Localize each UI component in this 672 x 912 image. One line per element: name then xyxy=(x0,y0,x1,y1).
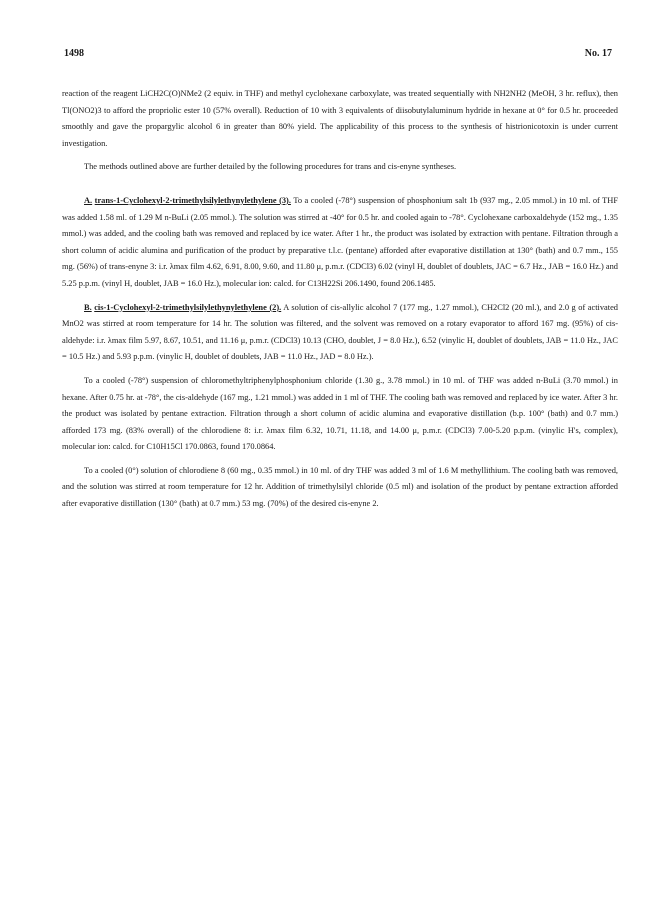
procedure-b-label: B. xyxy=(84,302,92,312)
procedure-a xyxy=(62,193,618,293)
procedure-a-text: To a cooled (-78°) suspension of phosphonium salt 1b (937 mg., 2.05 mmol.) in 10 ml. of THF was added 1.58 ml. of 1.29 M n-BuLi (2.05 mmol.). The solution was stirred at -40° for 0.5 hr. and cooled again to -78°. Cyclohexane carboxaldehyde (152 mg., 1.35 mmol.) was added, and the cooling bath was removed and replaced by ice water. After 1 hr., the product was isolated by extraction with pentane. Filtration through a short column of acidic alumina and purification of the product by preparative t.l.c. (pentane) afforded after evaporative distillation at 130° (bath) and 0.7 mm., 155 mg. (56%) of trans-enyne 3: i.r. λmax film 4.62, 6.91, 8.00, 9.60, and 11.80 μ, p.m.r. (CDCl3) 6.02 (vinyl H, doublet of doublets, JAC = 6.7 Hz., JAB = 16.0 Hz.) and 5.25 p.p.m. (vinyl H, doublet, JAB = 16.0 Hz.), molecular ion: calcd. for C13H22Si 206.1490, found 206.1485. xyxy=(62,195,618,288)
procedure-b-step3: To a cooled (0°) solution of chlorodiene 8 (60 mg., 0.35 mmol.) in 10 ml. of dry THF was added 3 ml of 1.6 M methyllithium. The cooling bath was removed, and the solution was stirred at room temperature for 12 hr. Addition of trimethylsilyl chloride (0.5 ml) and isolation of the product by pentane extraction afforded after evaporative distillation (130° (bath) at 0.7 mm.) 53 mg. (70%) of the desired cis-enyne 2. xyxy=(62,465,618,509)
page-number: 1498 xyxy=(64,48,84,59)
methods-paragraph: The methods outlined above are further detailed by the following procedures for trans and cis-enyne syntheses. xyxy=(84,162,457,172)
procedure-a-label: A. xyxy=(84,195,93,205)
procedure-b xyxy=(62,300,618,366)
article-body xyxy=(62,86,618,520)
procedure-a-title: trans-1-Cyclohexyl-2-trimethylsilylethynylethylene (3). xyxy=(94,195,291,205)
procedure-b-title: cis-1-Cyclohexyl-2-trimethylsilylethynylethylene (2). xyxy=(94,302,282,312)
issue-number: No. 17 xyxy=(584,48,612,59)
procedure-b-step2: To a cooled (-78°) suspension of chloromethyltriphenylphosphonium chloride (1.30 g., 3.78 mmol.) in 10 ml. of THF was added n-BuLi (3.70 mmol.) in hexane. After 0.75 hr. at -78°, the cis-aldehyde (167 mg., 1.21 mmol.) was added in 1 ml of THF. The cooling bath was removed and replaced by ice water. After 3 hr. the product was isolated by pentane extraction. Filtration through a short column of acidic alumina and evaporative distillation (b.p. 100° (bath) and 0.7 mm.) afforded 173 mg. (83% overall) of the chlorodiene 8: i.r. λmax film 6.32, 10.71, 11.18, and 14.00 μ, p.m.r. (CDCl3) 7.00-5.20 p.p.m. (vinylic H's, complex), molecular ion: calcd. for C10H15Cl 170.0863, found 170.0864. xyxy=(62,375,618,452)
procedure-b-text: A solution of cis-allylic alcohol 7 (177 mg., 1.27 mmol.), CH2Cl2 (20 ml.), and 2.0 g of activated MnO2 was stirred at room temperature for 14 hr. The solution was filtered, and the solvent was removed on a rotary evaporator to afford 167 mg. (95%) of cis-aldehyde: i.r. λmax film 5.97, 8.67, 10.51, and 11.16 μ, p.m.r. (CDCl3) 10.13 (CHO, doublet, J = 8.0 Hz.), 6.52 (vinylic H, doublet of doublets, JAB = 11.0 Hz., JAC = 10.5 Hz.) and 5.93 p.p.m. (vinylic H, doublet of doublets, JAB = 11.0 Hz., JAD = 8.0 Hz.). xyxy=(62,302,618,362)
intro-paragraph: reaction of the reagent LiCH2C(O)NMe2 (2 equiv. in THF) and methyl cyclohexane carboxylate, was treated sequentially with NH2NH2 (MeOH, 3 hr. reflux), then Tl(ONO2)3 to afford the propriolic ester 10 (57% overall). Reduction of 10 with 3 equivalents of diisobutylaluminum hydride in hexane at 0° for 0.5 hr. proceeded smoothly and gave the propargylic alcohol 6 in greater than 80% yield. The applicability of this process to the synthesis of histrionicotoxin is under current investigation. xyxy=(62,89,618,148)
